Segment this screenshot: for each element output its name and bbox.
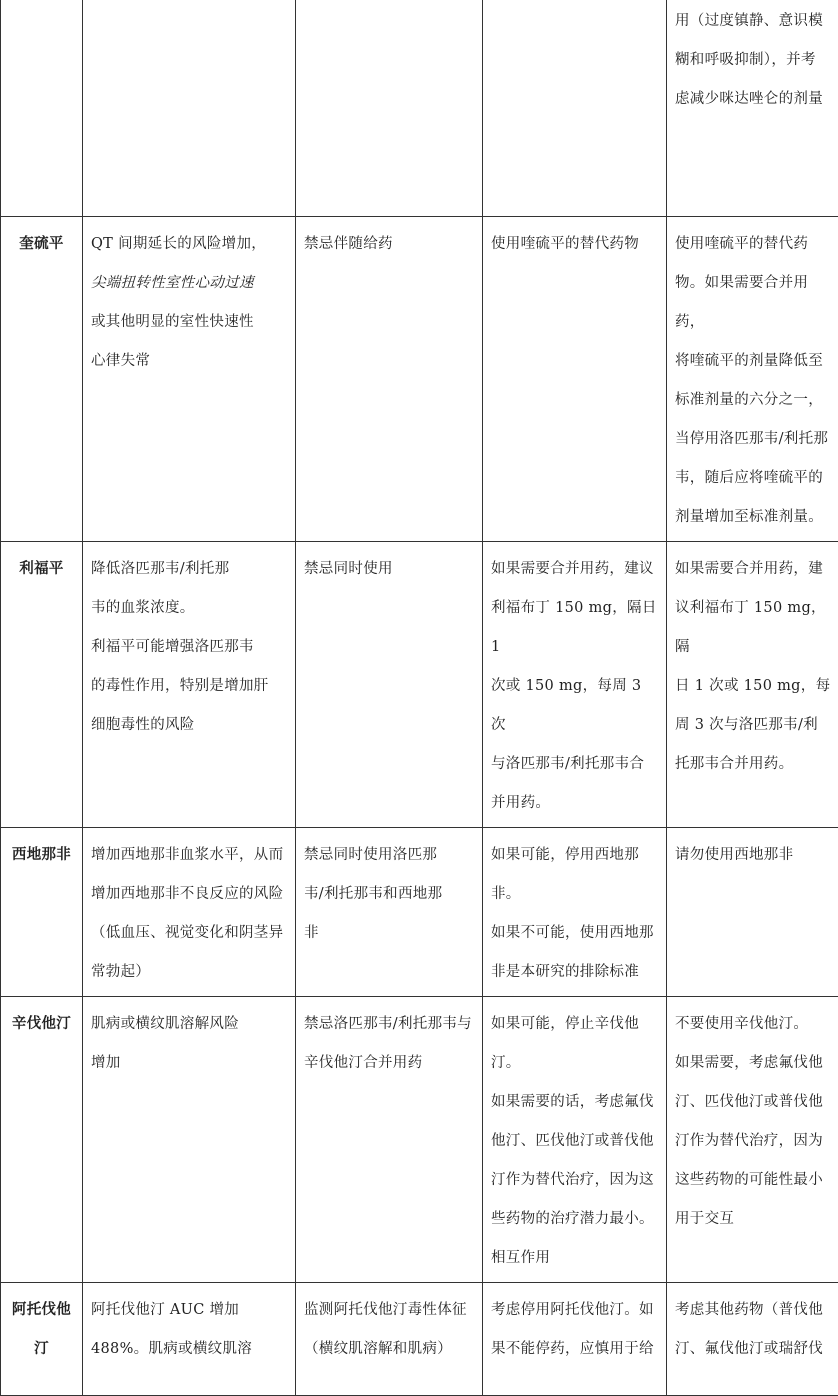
management-option-a-cell: [483, 997, 667, 1283]
cell-text-line: 汀、匹伐他汀或普伐他: [675, 1083, 832, 1122]
interaction-effect-cell: [83, 997, 296, 1283]
cell-text-line: 将喹硫平的剂量降低至: [675, 342, 832, 381]
cell-text-line: 韦，随后应将喹硫平的: [675, 459, 832, 498]
cell-text-line: 细胞毒性的风险: [91, 706, 289, 745]
cell-text-line: 增加: [91, 1044, 289, 1083]
table-row: [1, 0, 838, 217]
cell-text-line: 肌病或横纹肌溶解风险: [91, 1005, 289, 1044]
cell-text-line: 如果需要，考虑氟伐他: [675, 1044, 832, 1083]
cell-text-line: 的毒性作用，特别是增加肝: [91, 667, 289, 706]
drug-name: 阿托伐他: [3, 1291, 80, 1330]
cell-text-line: 虑减少咪达唑仑的剂量: [675, 80, 832, 119]
management-option-b-cell: [667, 997, 838, 1283]
cell-text-line: 周 3 次与洛匹那韦/利: [675, 706, 832, 745]
drug-name-cell: [1, 542, 83, 828]
cell-text-line: 心律失常: [91, 342, 289, 381]
cell-text-line: 利福布丁 150 mg，隔日 1: [491, 589, 660, 667]
drug-name: 西地那非: [3, 836, 80, 875]
management-option-a-cell: [483, 542, 667, 828]
cell-text-line: 使用喹硫平的替代药: [675, 225, 832, 264]
management-option-a-cell: [483, 0, 667, 217]
cell-text-line: QT 间期延长的风险增加，: [91, 225, 289, 264]
drug-name: 辛伐他汀: [3, 1005, 80, 1044]
cell-text-line: 不要使用辛伐他汀。: [675, 1005, 832, 1044]
table-row: [1, 542, 838, 828]
cell-text-line: 尖端扭转性室性心动过速: [91, 264, 289, 303]
cell-text-line: 禁忌同时使用: [304, 550, 476, 589]
cell-text-line: 如果可能，停用西地那非。: [491, 836, 660, 914]
cell-text-line: 日 1 次或 150 mg，每: [675, 667, 832, 706]
drug-name-cell: [1, 1283, 83, 1396]
cell-text-line: （横纹肌溶解和肌病）: [304, 1330, 476, 1369]
cell-text-line: 使用喹硫平的替代药物: [491, 225, 660, 264]
cell-text-line: 禁忌同时使用洛匹那: [304, 836, 476, 875]
cell-text-line: 汀、氟伐他汀或瑞舒伐: [675, 1330, 832, 1369]
recommendation-cell: [296, 0, 483, 217]
cell-text-line: 托那韦合并用药。: [675, 745, 832, 784]
cell-text-line: 些药物的治疗潜力最小。: [491, 1200, 660, 1239]
cell-text-line: 他汀、匹伐他汀或普伐他: [491, 1122, 660, 1161]
drug-name: 利福平: [3, 550, 80, 589]
cell-text-line: 如果不可能，使用西地那: [491, 914, 660, 953]
interaction-effect-cell: [83, 0, 296, 217]
cell-text-line: 阿托伐他汀 AUC 增加: [91, 1291, 289, 1330]
cell-text-line: 剂量增加至标准剂量。: [675, 498, 832, 537]
cell-text-line: 增加西地那非血浆水平，从而: [91, 836, 289, 875]
cell-text-line: 辛伐他汀合并用药: [304, 1044, 476, 1083]
cell-text-line: 考虑停用阿托伐他汀。如: [491, 1291, 660, 1330]
cell-text-line: 用于交互: [675, 1200, 832, 1239]
cell-text-line: 并用药。: [491, 784, 660, 823]
cell-text-line: 如果需要合并用药，建议: [491, 550, 660, 589]
recommendation-cell: [296, 828, 483, 997]
cell-text-line: 议利福布丁 150 mg，隔: [675, 589, 832, 667]
cell-text-line: 考虑其他药物（普伐他: [675, 1291, 832, 1330]
management-option-b-cell: [667, 542, 838, 828]
cell-text-line: 用（过度镇静、意识模: [675, 2, 832, 41]
management-option-a-cell: [483, 217, 667, 542]
management-option-b-cell: [667, 828, 838, 997]
cell-text-line: 常勃起）: [91, 953, 289, 992]
cell-text-line: 利福平可能增强洛匹那韦: [91, 628, 289, 667]
cell-text-line: 如果需要的话，考虑氟伐: [491, 1083, 660, 1122]
cell-text-line: 物。如果需要合并用药，: [675, 264, 832, 342]
cell-text-line: 韦的血浆浓度。: [91, 589, 289, 628]
drug-name: 汀: [3, 1330, 80, 1369]
drug-name-cell: [1, 0, 83, 217]
table-row: [1, 828, 838, 997]
cell-text-line: 汀作为替代治疗，因为: [675, 1122, 832, 1161]
management-option-b-cell: [667, 1283, 838, 1396]
drug-name-cell: [1, 828, 83, 997]
recommendation-cell: [296, 542, 483, 828]
recommendation-cell: [296, 217, 483, 542]
table-row: [1, 1283, 838, 1396]
management-option-a-cell: [483, 828, 667, 997]
cell-text-line: 韦/利托那韦和西地那: [304, 875, 476, 914]
drug-name-cell: [1, 997, 83, 1283]
cell-text-line: 这些药物的可能性最小: [675, 1161, 832, 1200]
recommendation-cell: [296, 997, 483, 1283]
cell-text-line: 与洛匹那韦/利托那韦合: [491, 745, 660, 784]
cell-text-line: 相互作用: [491, 1239, 660, 1278]
table-row: [1, 997, 838, 1283]
drug-name: 奎硫平: [3, 225, 80, 264]
cell-text-line: 果不能停药，应慎用于给: [491, 1330, 660, 1369]
recommendation-cell: [296, 1283, 483, 1396]
interaction-effect-cell: [83, 828, 296, 997]
cell-text-line: （低血压、视觉变化和阴茎异: [91, 914, 289, 953]
cell-text-line: 当停用洛匹那韦/利托那: [675, 420, 832, 459]
management-option-a-cell: [483, 1283, 667, 1396]
cell-text-line: 糊和呼吸抑制），并考: [675, 41, 832, 80]
cell-text-line: 非: [304, 914, 476, 953]
cell-text-line: 或其他明显的室性快速性: [91, 303, 289, 342]
cell-text-line: 监测阿托伐他汀毒性体征: [304, 1291, 476, 1330]
management-option-b-cell: [667, 217, 838, 542]
cell-text-line: 次或 150 mg，每周 3 次: [491, 667, 660, 745]
interaction-effect-cell: [83, 1283, 296, 1396]
interaction-effect-cell: [83, 542, 296, 828]
cell-text-line: 如果需要合并用药，建: [675, 550, 832, 589]
cell-text-line: 请勿使用西地那非: [675, 836, 832, 875]
drug-name-cell: [1, 217, 83, 542]
cell-text-line: 禁忌伴随给药: [304, 225, 476, 264]
cell-text-line: 降低洛匹那韦/利托那: [91, 550, 289, 589]
cell-text-line: 非是本研究的排除标准: [491, 953, 660, 992]
cell-text-line: 标准剂量的六分之一，: [675, 381, 832, 420]
table-row: [1, 217, 838, 542]
cell-text-line: 如果可能，停止辛伐他汀。: [491, 1005, 660, 1083]
cell-text-line: 增加西地那非不良反应的风险: [91, 875, 289, 914]
cell-text-line: 488%。肌病或横纹肌溶: [91, 1330, 289, 1369]
cell-text-line: 禁忌洛匹那韦/利托那韦与: [304, 1005, 476, 1044]
cell-text-line: 汀作为替代治疗，因为这: [491, 1161, 660, 1200]
interaction-effect-cell: [83, 217, 296, 542]
management-option-b-cell: [667, 0, 838, 217]
